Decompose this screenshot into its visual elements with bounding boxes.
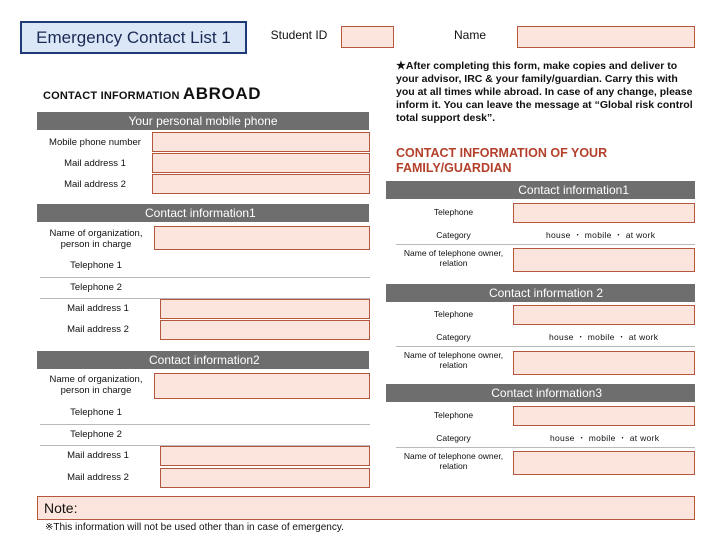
divider — [396, 244, 695, 245]
owner-label: Name of telephone owner, relation — [403, 450, 504, 471]
organization-field[interactable] — [154, 226, 370, 250]
mobile-number-field[interactable] — [152, 132, 370, 152]
student-id-label: Student ID — [270, 28, 328, 42]
family-contact2-bar: Contact information 2 — [386, 284, 695, 302]
family-heading: CONTACT INFORMATION OF YOUR FAMILY/GUARDIAN — [396, 146, 608, 175]
category-options[interactable]: house ・ mobile ・ at work — [550, 433, 660, 443]
mail-address-2-field[interactable] — [152, 174, 370, 194]
family-contact1-bar: Contact information1 — [386, 181, 695, 199]
divider — [40, 424, 370, 425]
telephone-field[interactable] — [513, 406, 695, 426]
abroad-heading-small: CONTACT INFORMATION — [43, 90, 180, 102]
mail-address-2-label: Mail address 2 — [67, 323, 129, 335]
abroad-heading — [43, 84, 261, 104]
mail-address-1-field[interactable] — [160, 446, 370, 466]
footnote: ※This information will not be used other than in case of emergency. — [45, 522, 344, 533]
mail-address-1-label: Mail address 1 — [67, 302, 129, 314]
note-label: Note: — [44, 500, 78, 516]
mail-address-2-label: Mail address 2 — [67, 471, 129, 483]
telephone-field[interactable] — [513, 203, 695, 223]
category-options[interactable]: house ・ mobile ・ at work — [549, 332, 659, 342]
category-label: Category — [436, 331, 471, 342]
page-title: Emergency Contact List 1 — [20, 21, 247, 54]
telephone-2-label: Telephone 2 — [70, 281, 122, 293]
organization-field[interactable] — [154, 373, 370, 399]
student-id-field[interactable] — [341, 26, 394, 48]
organization-label: Name of organization, person in charge — [49, 228, 143, 250]
family-contact3-bar: Contact information3 — [386, 384, 695, 402]
personal-phone-bar: Your personal mobile phone — [37, 112, 369, 130]
abroad-heading-big: ABROAD — [182, 84, 262, 103]
owner-field[interactable] — [513, 451, 695, 475]
telephone-field[interactable] — [513, 305, 695, 325]
name-field[interactable] — [517, 26, 695, 48]
telephone-1-label: Telephone 1 — [70, 406, 122, 418]
category-label: Category — [436, 432, 471, 443]
mail-address-1-field[interactable] — [160, 299, 370, 319]
divider — [40, 277, 370, 278]
organization-label: Name of organization, person in charge — [49, 374, 143, 396]
owner-field[interactable] — [513, 351, 695, 375]
abroad-contact2-bar: Contact information2 — [37, 351, 369, 369]
instructions-notice — [396, 60, 696, 125]
mail-address-2-label: Mail address 2 — [64, 178, 126, 190]
telephone-1-label: Telephone 1 — [70, 259, 122, 271]
telephone-label: Telephone — [433, 308, 474, 319]
notice-text: After completing this form, make copies and deliver to your advisor, IRC & your family/guardian. Carry this with you at all times while abroad. In case of any change, please inform it. You can leave the message at “Global risk control total support desk”. — [396, 60, 693, 124]
mobile-number-label: Mobile phone number — [49, 136, 141, 148]
mail-address-1-label: Mail address 1 — [64, 157, 126, 169]
mail-address-2-field[interactable] — [160, 320, 370, 340]
mail-address-1-field[interactable] — [152, 153, 370, 173]
owner-label: Name of telephone owner, relation — [403, 349, 504, 370]
divider — [396, 447, 695, 448]
owner-label: Name of telephone owner, relation — [403, 247, 504, 268]
telephone-label: Telephone — [433, 206, 474, 217]
telephone-2-label: Telephone 2 — [70, 428, 122, 440]
name-label: Name — [453, 28, 486, 42]
mail-address-1-label: Mail address 1 — [67, 449, 129, 461]
note-field[interactable] — [37, 496, 695, 520]
telephone-label: Telephone — [433, 409, 474, 420]
abroad-contact1-bar: Contact information1 — [37, 204, 369, 222]
divider — [396, 346, 695, 347]
star-icon: ★ — [396, 60, 406, 72]
category-label: Category — [436, 229, 471, 240]
mail-address-2-field[interactable] — [160, 468, 370, 488]
owner-field[interactable] — [513, 248, 695, 272]
category-options[interactable]: house ・ mobile ・ at work — [546, 230, 656, 240]
